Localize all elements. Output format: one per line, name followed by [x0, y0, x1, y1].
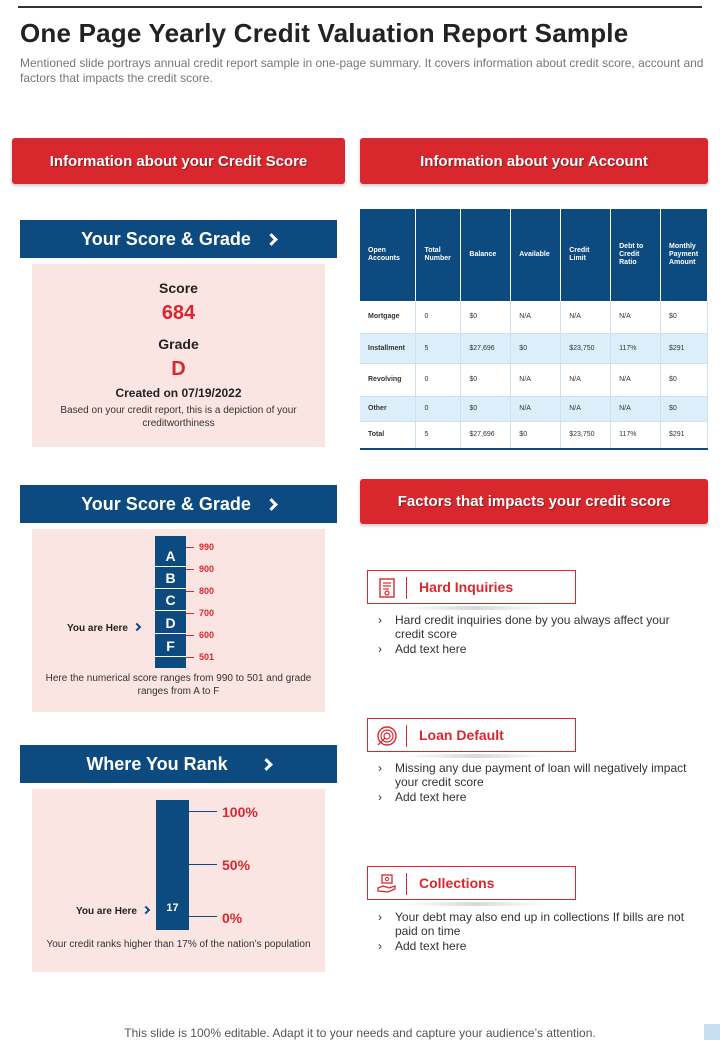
score-tick-label: 990 [199, 542, 215, 552]
grade-b: B [155, 567, 186, 589]
tick [186, 547, 194, 548]
table-cell: 5 [416, 421, 461, 449]
table-header-cell: Available [511, 209, 561, 301]
score-grade-banner: Your Score & Grade [20, 220, 337, 258]
list-item: › Missing any due payment of loan will negatively impact your credit score [378, 761, 698, 789]
table-cell: $0 [511, 333, 561, 363]
tick [186, 569, 194, 570]
grade-c: C [155, 589, 186, 611]
factor-hard-inquiries [367, 570, 576, 604]
footer-note: This slide is 100% editable. Adapt it to your needs and capture your audience’s attention. [124, 1026, 596, 1040]
score-value: 684 [161, 302, 196, 324]
table-header-cell: Debt to Credit Ratio [611, 209, 661, 301]
factor-bullets [378, 910, 698, 954]
table-header-cell: Total Number [416, 209, 461, 301]
score-label: Score [159, 280, 198, 296]
grade-a: A [155, 545, 186, 567]
table-header-cell: Open Accounts [360, 209, 416, 301]
table-cell: $23,750 [561, 421, 611, 449]
factors-header: Factors that impacts your credit score [360, 479, 708, 524]
table-cell: Mortgage [360, 301, 416, 333]
table-cell: $23,750 [561, 333, 611, 363]
rank-level-50: 50% [222, 857, 251, 873]
table-cell: 0 [416, 301, 461, 333]
rank-value: 17 [166, 902, 179, 914]
shadow [400, 902, 550, 906]
tick [186, 613, 194, 614]
table-cell: $0 [511, 421, 561, 449]
top-rule [18, 6, 702, 8]
divider [406, 725, 407, 747]
table-cell: $0 [461, 396, 511, 421]
score-panel [32, 264, 325, 447]
factor-bullets [378, 613, 698, 657]
table-row [360, 301, 708, 333]
table-cell: $0 [461, 301, 511, 333]
grade-f: F [155, 635, 186, 657]
tick [186, 657, 194, 658]
rank-level-0: 0% [222, 910, 243, 926]
table-cell: $291 [660, 421, 707, 449]
divider [406, 873, 407, 895]
table-header-row [360, 209, 708, 301]
page-title: One Page Yearly Credit Valuation Report Sample [20, 18, 629, 48]
grade-label: Grade [158, 336, 199, 352]
list-item: › Add text here [378, 642, 698, 656]
rank-bar [156, 800, 189, 930]
list-item: › Add text here [378, 939, 698, 953]
credit-score-header: Information about your Credit Score [12, 138, 345, 184]
table-cell: N/A [511, 396, 561, 421]
factor-title: Hard Inquiries [419, 579, 514, 595]
table-cell: $291 [660, 333, 707, 363]
rank-tick [189, 811, 217, 812]
table-header-cell: Monthly Payment Amount [660, 209, 707, 301]
page-subtitle: Mentioned slide portrays annual credit report sample in one-page summary. It covers information about credit score, account and factors that impacts the credit score. [20, 56, 704, 85]
chevron-right-icon [260, 758, 273, 771]
table-cell: N/A [561, 396, 611, 421]
table-cell: N/A [561, 301, 611, 333]
grade-scale-note: Here the numerical score ranges from 990 to 501 and grade ranges from A to F [45, 673, 312, 697]
table-cell: $27,696 [461, 421, 511, 449]
list-item: › Your debt may also end up in collections If bills are not paid on time [378, 910, 698, 938]
chevron-right-icon [142, 906, 150, 914]
table-cell: 117% [611, 421, 661, 449]
rank-banner: Where You Rank [20, 745, 337, 783]
table-header-cell: Balance [461, 209, 511, 301]
rank-tick [189, 864, 217, 865]
rank-tick [189, 916, 217, 917]
tick [186, 635, 194, 636]
table-cell: N/A [561, 363, 611, 396]
rank-level-100: 100% [222, 804, 258, 820]
account-header: Information about your Account [360, 138, 708, 184]
chevron-right-icon [265, 498, 278, 511]
table-cell: Total [360, 421, 416, 449]
corner-decoration [704, 1024, 720, 1040]
factor-collections [367, 866, 576, 900]
table-cell: $27,696 [461, 333, 511, 363]
table-row [360, 396, 708, 421]
table-cell: Other [360, 396, 416, 421]
tick [186, 591, 194, 592]
table-cell: N/A [611, 363, 661, 396]
score-tick-label: 900 [199, 564, 215, 574]
table-cell: 0 [416, 363, 461, 396]
table-cell: N/A [511, 363, 561, 396]
account-table [360, 209, 708, 450]
score-tick-label: 600 [199, 630, 215, 640]
score-tick-label: 700 [199, 608, 215, 618]
rank-note: Your credit ranks higher than 17% of the nation’s population [46, 939, 311, 950]
score-tick-label: 800 [199, 586, 215, 596]
table-cell: $0 [660, 363, 707, 396]
grade-d: D [155, 612, 186, 634]
table-cell: $0 [461, 363, 511, 396]
table-cell: N/A [611, 301, 661, 333]
score-note: Based on your credit report, this is a depiction of your creditworthiness [60, 405, 297, 429]
target-icon [376, 725, 398, 747]
table-cell: Installment [360, 333, 416, 363]
grade-value: D [171, 358, 186, 380]
grade-ladder [155, 536, 186, 668]
table-cell: $0 [660, 396, 707, 421]
shadow [400, 754, 550, 758]
list-item: › Hard credit inquiries done by you always affect your credit score [378, 613, 698, 641]
factor-title: Collections [419, 875, 495, 891]
document-icon [376, 577, 398, 599]
shadow [400, 606, 550, 610]
you-are-here-rank: You are Here [76, 906, 149, 917]
divider [406, 577, 407, 599]
created-date: Created on 07/19/2022 [115, 386, 242, 400]
table-row [360, 363, 708, 396]
list-item: › Add text here [378, 790, 698, 804]
table-cell: 117% [611, 333, 661, 363]
table-cell: 5 [416, 333, 461, 363]
table-row [360, 333, 708, 363]
you-are-here-grade: You are Here [67, 623, 140, 634]
table-cell: N/A [611, 396, 661, 421]
table-cell: 0 [416, 396, 461, 421]
grade-scale-banner: Your Score & Grade [20, 485, 337, 523]
factor-bullets [378, 761, 698, 805]
table-cell: Revolving [360, 363, 416, 396]
chevron-right-icon [265, 233, 278, 246]
table-row [360, 421, 708, 449]
table-header-cell: Credit Limit [561, 209, 611, 301]
table-cell: $0 [660, 301, 707, 333]
factor-loan-default [367, 718, 576, 752]
factor-title: Loan Default [419, 727, 504, 743]
table-cell: N/A [511, 301, 561, 333]
score-tick-label: 501 [199, 652, 215, 662]
chevron-right-icon [133, 623, 141, 631]
hand-money-icon [376, 873, 398, 895]
